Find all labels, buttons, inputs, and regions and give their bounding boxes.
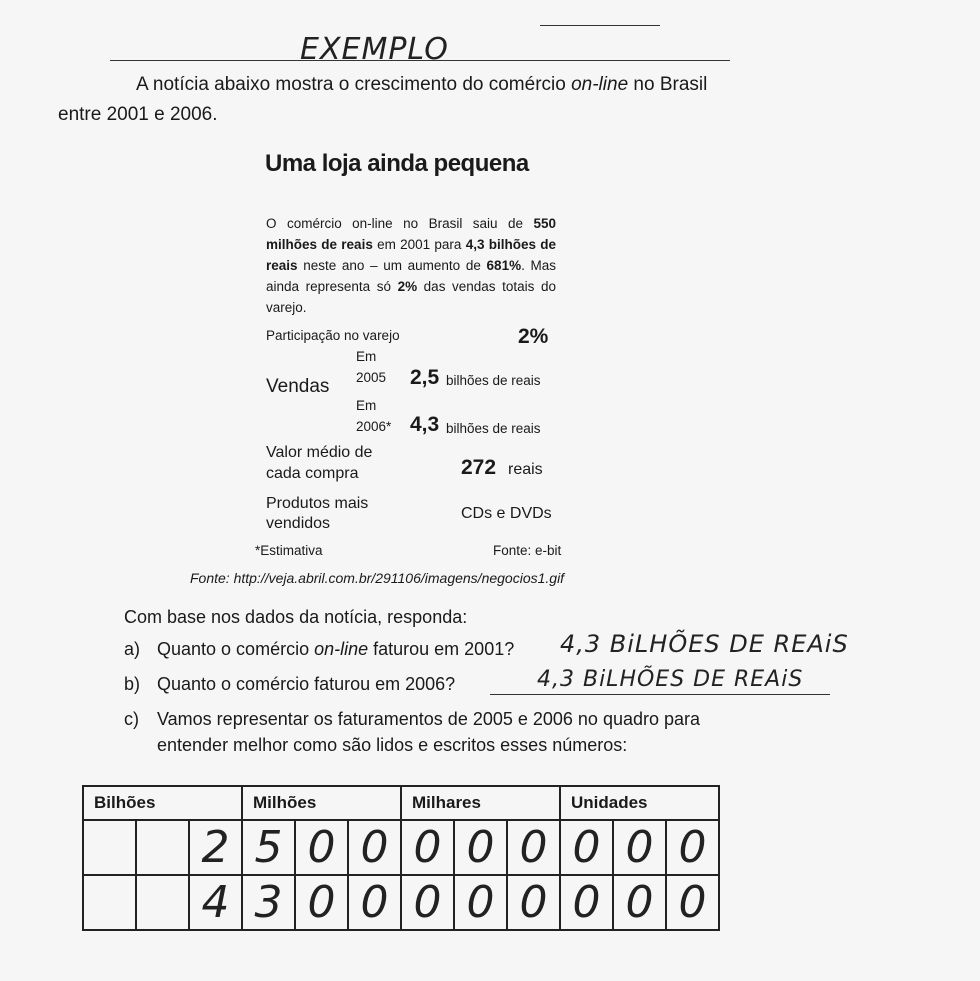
footnote: *Estimativa [255, 543, 323, 558]
table-row-2005 [83, 820, 719, 875]
news-para-run: 681% [486, 258, 522, 273]
valor-medio-value: 272 [461, 456, 497, 479]
digit: 0 [307, 822, 336, 873]
table-cell [83, 820, 136, 875]
digit: 0 [413, 877, 442, 928]
digit: 3 [254, 877, 283, 928]
table-cell [613, 820, 666, 875]
year-2006: 2006* [356, 419, 392, 434]
digit: 5 [254, 822, 283, 873]
table-cell [242, 875, 295, 930]
table-cell [454, 820, 507, 875]
produtos-value: CDs e DVDs [461, 505, 552, 522]
answer-b-line [490, 694, 830, 695]
digit: 4 [201, 877, 230, 928]
table-cell [348, 820, 401, 875]
digit: 0 [572, 877, 601, 928]
participacao-value: 2% [518, 325, 549, 348]
value-2006: 4,3 [410, 413, 440, 436]
table-cell [560, 820, 613, 875]
top-rule-right [540, 25, 660, 26]
valor-medio-label-2: cada compra [266, 465, 359, 482]
table-cell [136, 820, 189, 875]
news-para-run: 2% [397, 279, 418, 294]
news-para-run: neste ano – um aumento de [297, 258, 487, 273]
news-para-run: 4,3 bilhões de reais [266, 237, 556, 273]
table-cell [348, 875, 401, 930]
table-cell [507, 875, 560, 930]
participacao-label: Participação no varejo [266, 328, 400, 343]
table-cell [295, 875, 348, 930]
produtos-label-1: Produtos mais [266, 495, 369, 512]
news-title: Uma loja ainda pequena [265, 150, 529, 177]
digit: 0 [466, 822, 495, 873]
em-2005-label: Em [356, 349, 377, 364]
answer-b: 4,3 BiLHÕES DE REAiS [537, 667, 804, 692]
valor-medio-label-1: Valor médio de [266, 444, 373, 461]
header-milhares: Milhares [401, 786, 560, 820]
question-c-text-2: entender melhor como são lidos e escritos esses números: [157, 735, 628, 755]
table-cell [507, 820, 560, 875]
digit: 0 [360, 877, 389, 928]
table-cell [189, 875, 242, 930]
source-url: Fonte: http://veja.abril.com.br/291106/imagens/negocios1.gif [190, 570, 565, 586]
digit: 0 [519, 822, 548, 873]
questions-intro: Com base nos dados da notícia, responda: [124, 607, 468, 627]
digit: 0 [307, 877, 336, 928]
fonte-ebit: Fonte: e-bit [493, 543, 562, 558]
produtos-label-2: vendidos [266, 515, 331, 532]
place-value-table [82, 785, 720, 931]
em-2006-label: Em [356, 398, 377, 413]
question-a-label: a) [124, 639, 141, 659]
year-2005: 2005 [356, 370, 387, 385]
news-para-run: O comércio on-line no Brasil saiu de [266, 216, 534, 231]
intro-paragraph: A notícia abaixo mostra o crescimento do comércio on-line no Brasil entre 2001 e 2006. [58, 74, 708, 125]
table-cell [242, 820, 295, 875]
news-para-run: em 2001 para [372, 237, 466, 252]
digit: 2 [201, 822, 230, 873]
handwritten-title: EXEMPLO [300, 32, 449, 67]
digit: 0 [360, 822, 389, 873]
table-header-row [83, 786, 719, 820]
table-cell [401, 820, 454, 875]
unit-2005: bilhões de reais [446, 373, 541, 388]
digit: 0 [625, 877, 654, 928]
table-cell [295, 820, 348, 875]
header-unidades: Unidades [560, 786, 719, 820]
table-cell [454, 875, 507, 930]
table-cell [613, 875, 666, 930]
question-b-text: Quanto o comércio faturou em 2006? [157, 674, 456, 694]
news-paragraph [266, 213, 556, 318]
digit: 0 [678, 877, 707, 928]
table-cell [136, 875, 189, 930]
question-a-text: Quanto o comércio on-line faturou em 2001? [157, 639, 515, 659]
valor-medio-unit: reais [508, 461, 543, 478]
digit: 0 [572, 822, 601, 873]
table-cell [666, 875, 719, 930]
question-b-label: b) [124, 674, 141, 694]
table-row-2006 [83, 875, 719, 930]
digit: 0 [413, 822, 442, 873]
question-c-text-1: Vamos representar os faturamentos de 2005 e 2006 no quadro para [157, 709, 701, 729]
news-para-run: 550 milhões de reais [266, 216, 556, 252]
table-cell [560, 875, 613, 930]
news-para-run: das vendas totais do varejo. [266, 279, 556, 315]
table-cell [401, 875, 454, 930]
header-milhoes: Milhões [242, 786, 401, 820]
news-para-run: . Mas ainda representa só [266, 258, 556, 294]
question-c-label: c) [124, 709, 139, 729]
value-2005: 2,5 [410, 366, 440, 389]
digit: 0 [466, 877, 495, 928]
answer-a: 4,3 BiLHÕES DE REAiS [560, 630, 849, 658]
digit: 0 [678, 822, 707, 873]
vendas-label: Vendas [266, 376, 330, 397]
digit: 0 [519, 877, 548, 928]
table-cell [666, 820, 719, 875]
digit: 0 [625, 822, 654, 873]
table-cell [83, 875, 136, 930]
table-cell [189, 820, 242, 875]
unit-2006: bilhões de reais [446, 421, 541, 436]
header-bilhoes: Bilhões [83, 786, 242, 820]
